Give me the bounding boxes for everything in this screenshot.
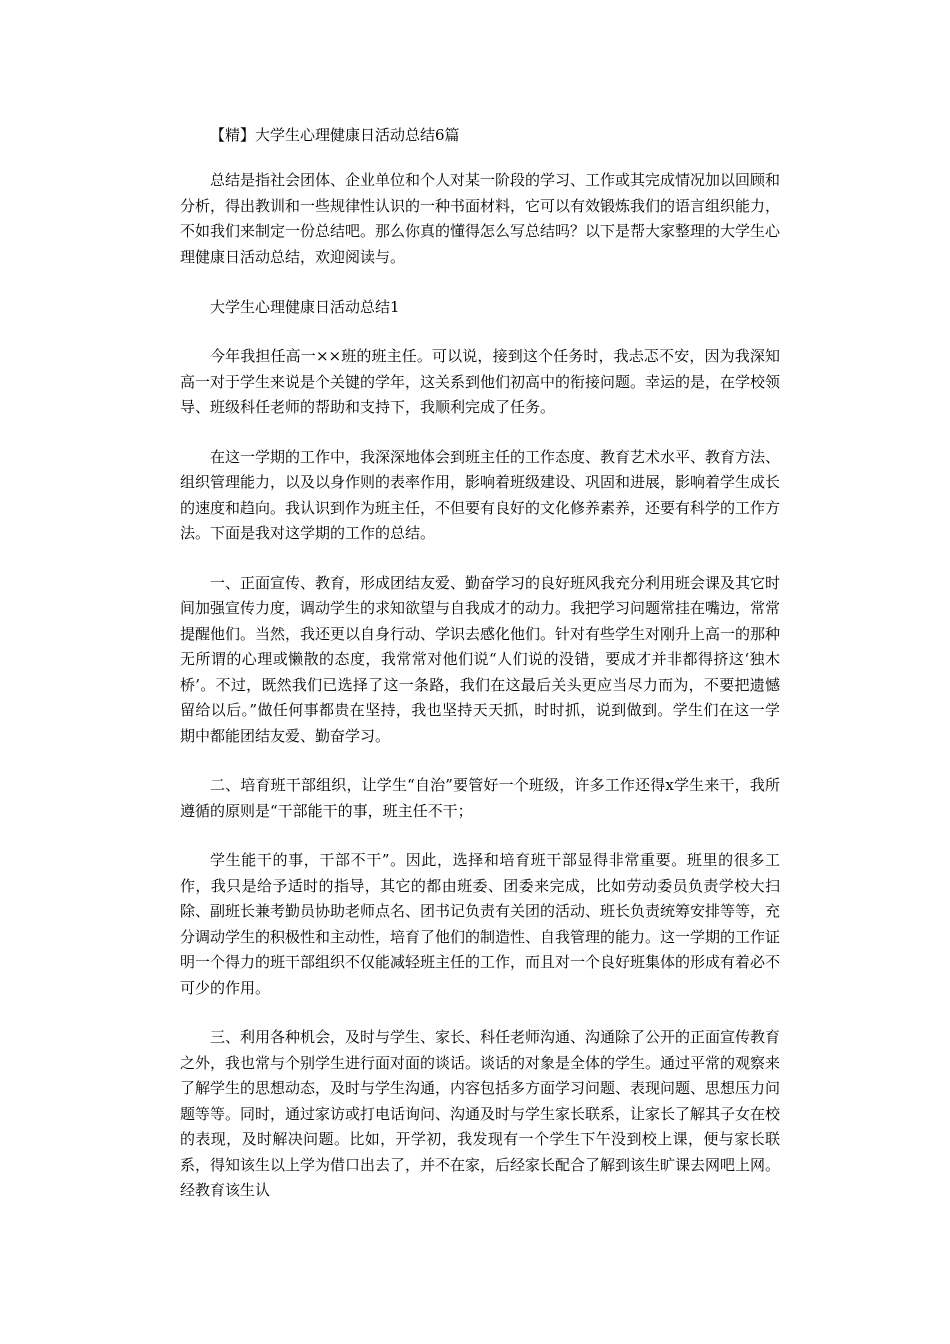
body-paragraph-2: 在这一学期的工作中，我深深地体会到班主任的工作态度、教育艺术水平、教育方法、组织管理能力，以及以身作则的表率作用，影响着班级建设、巩固和进展，影响着学生成长的速度和趋向。我认识到作为班主任，不但要有良好的文化修养素养，还要有科学的工作方法。下面是我对这学期的工作的总结。	[180, 447, 781, 542]
body-paragraph-1: 今年我担任高一××班的班主任。可以说，接到这个任务时，我忐忑不安，因为我深知高一对于学生来说是个关键的学年，这关系到他们初高中的衔接问题。幸运的是，在学校领导、班级科任老师的帮助和支持下，我顺利完成了任务。	[180, 347, 781, 416]
document-title: 【精】大学生心理健康日活动总结6篇	[210, 126, 460, 144]
section-heading: 大学生心理健康日活动总结1	[210, 298, 400, 316]
body-paragraph-5: 学生能干的事，干部不干”。因此，选择和培育班干部显得非常重要。班里的很多工作，我只是给予适时的指导，其它的都由班委、团委来完成，比如劳动委员负责学校大扫除、副班长兼考勤员协助老师点名、团书记负责有关团的活动、班长负责统筹安排等等，充分调动学生的积极性和主动性，培育了他们的制造性、自我管理的能力。这一学期的工作证明一个得力的班干部组织不仅能减轻班主任的工作，而且对一个良好班集体的形成有着必不可少的作用。	[180, 851, 781, 997]
intro-paragraph: 总结是指社会团体、企业单位和个人对某一阶段的学习、工作或其完成情况加以回顾和分析，得出教训和一些规律性认识的一种书面材料，它可以有效锻炼我们的语言组织能力，不如我们来制定一份总结吧。那么你真的懂得怎么写总结吗？以下是帮大家整理的大学生心理健康日活动总结，欢迎阅读与。	[180, 171, 781, 266]
body-paragraph-3: 一、正面宣传、教育，形成团结友爱、勤奋学习的良好班风我充分利用班会课及其它时间加强宣传力度，调动学生的求知欲望与自我成才的动力。我把学习问题常挂在嘴边，常常提醒他们。当然，我还更以自身行动、学识去感化他们。针对有些学生对刚升上高一的那种无所谓的心理或懒散的态度，我常常对他们说“人们说的没错，要成才并非都得挤这‘独木桥’。不过，既然我们已选择了这一条路，我们在这最后关头更应当尽力而为，不要把遗憾留给以后。”做任何事都贵在坚持，我也坚持天天抓，时时抓，说到做到。学生们在这一学期中都能团结友爱、勤奋学习。	[180, 573, 781, 745]
body-paragraph-6: 三、利用各种机会，及时与学生、家长、科任老师沟通、沟通除了公开的正面宣传教育之外，我也常与个别学生进行面对面的谈话。谈话的对象是全体的学生。通过平常的观察来了解学生的思想动态，及时与学生沟通，内容包括多方面学习问题、表现问题、思想压力问题等等。同时，通过家访或打电话询问、沟通及时与学生家长联系，让家长了解其子女在校的表现，及时解决问题。比如，开学初，我发现有一个学生下午没到校上课，便与家长联系，得知该生以上学为借口出去了，并不在家，后经家长配合了解到该生旷课去网吧上网。经教育该生认	[180, 1028, 781, 1199]
document-page	[180, 122, 780, 1228]
body-paragraph-4: 二、培育班干部组织，让学生“自治”要管好一个班级，许多工作还得x学生来干，我所遵循的原则是“干部能干的事，班主任不干；	[180, 776, 780, 820]
